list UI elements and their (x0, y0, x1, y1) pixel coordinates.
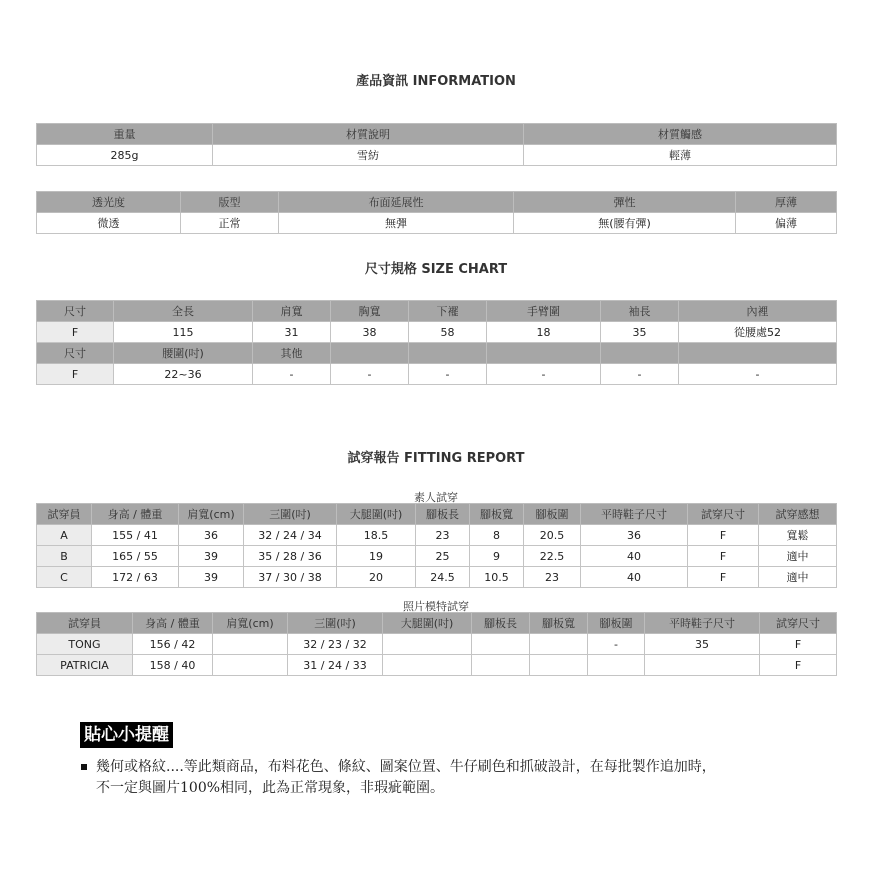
header-cell: 腳板長 (416, 504, 470, 525)
value-cell: F (760, 655, 837, 676)
value-cell: 23 (524, 567, 581, 588)
value-cell: 正常 (181, 213, 279, 234)
value-cell: - (679, 364, 837, 385)
value-cell: 38 (331, 322, 409, 343)
value-cell: 36 (179, 525, 244, 546)
value-cell: 156 / 42 (133, 634, 213, 655)
value-cell: - (409, 364, 487, 385)
header-cell: 厚薄 (736, 192, 837, 213)
information-title: 產品資訊 INFORMATION (356, 74, 516, 89)
notice-line (80, 778, 820, 799)
notice-text: 不一定與圖片100%相同，此為正常現象，非瑕疵範圍。 (96, 780, 445, 796)
value-cell: 35 (645, 634, 760, 655)
header-cell: 布面延展性 (279, 192, 514, 213)
value-cell: 31 / 24 / 33 (288, 655, 383, 676)
value-cell: 40 (581, 546, 688, 567)
header-cell: 其他 (253, 343, 331, 364)
value-cell: 18 (487, 322, 601, 343)
value-cell: 37 / 30 / 38 (244, 567, 337, 588)
header-cell: 尺寸 (37, 343, 114, 364)
header-cell: 手臂圍 (487, 301, 601, 322)
value-cell: 8 (470, 525, 524, 546)
value-cell: 19 (337, 546, 416, 567)
value-cell: - (588, 634, 645, 655)
value-cell: 適中 (759, 546, 837, 567)
header-cell: 全長 (114, 301, 253, 322)
value-cell: 172 / 63 (92, 567, 179, 588)
value-cell: 輕薄 (524, 145, 837, 166)
value-cell: 158 / 40 (133, 655, 213, 676)
header-cell: 腳板寬 (470, 504, 524, 525)
header-cell: 試穿尺寸 (688, 504, 759, 525)
tester-cell: B (37, 546, 92, 567)
value-cell: 雪紡 (213, 145, 524, 166)
value-cell (213, 655, 288, 676)
value-cell: 155 / 41 (92, 525, 179, 546)
value-cell: 32 / 23 / 32 (288, 634, 383, 655)
value-cell: 39 (179, 546, 244, 567)
header-cell: 內裡 (679, 301, 837, 322)
amateur-header-row (37, 504, 837, 525)
material-table (36, 123, 837, 166)
header-cell (601, 343, 679, 364)
tester-cell: PATRICIA (37, 655, 133, 676)
header-cell: 材質說明 (213, 124, 524, 145)
notice-title: 貼心小提醒 (80, 722, 173, 748)
value-cell (383, 634, 472, 655)
table-row (37, 634, 837, 655)
model-fitting-caption: 照片模特試穿 (403, 600, 469, 613)
value-cell: - (331, 364, 409, 385)
value-cell: 115 (114, 322, 253, 343)
value-cell: 285g (37, 145, 213, 166)
header-cell (331, 343, 409, 364)
header-cell: 材質觸感 (524, 124, 837, 145)
table-row (37, 655, 837, 676)
value-cell: 25 (416, 546, 470, 567)
value-cell: 寬鬆 (759, 525, 837, 546)
value-cell (645, 655, 760, 676)
header-cell: 試穿員 (37, 504, 92, 525)
value-cell: 微透 (37, 213, 181, 234)
value-cell: 35 / 28 / 36 (244, 546, 337, 567)
value-cell: 58 (409, 322, 487, 343)
value-cell: 22.5 (524, 546, 581, 567)
value-cell: 20.5 (524, 525, 581, 546)
value-cell (472, 634, 530, 655)
amateur-fitting-caption: 素人試穿 (414, 491, 458, 504)
header-cell: 大腿圍(吋) (337, 504, 416, 525)
bullet-square-icon (81, 764, 87, 770)
header-cell: 大腿圍(吋) (383, 613, 472, 634)
header-cell: 肩寬 (253, 301, 331, 322)
value-cell: 無(腰有彈) (514, 213, 736, 234)
value-cell (213, 634, 288, 655)
material-value-row (37, 145, 837, 166)
header-cell: 試穿尺寸 (760, 613, 837, 634)
value-cell: 無彈 (279, 213, 514, 234)
value-cell (530, 655, 588, 676)
header-cell: 胸寬 (331, 301, 409, 322)
value-cell: 39 (179, 567, 244, 588)
value-cell: 22~36 (114, 364, 253, 385)
value-cell: 9 (470, 546, 524, 567)
value-cell: F (688, 546, 759, 567)
header-cell: 版型 (181, 192, 279, 213)
value-cell (588, 655, 645, 676)
size-label-cell: F (37, 364, 114, 385)
size-chart-title: 尺寸規格 SIZE CHART (364, 262, 508, 277)
header-cell: 試穿員 (37, 613, 133, 634)
value-cell: 18.5 (337, 525, 416, 546)
header-cell: 身高 / 體重 (133, 613, 213, 634)
header-cell: 尺寸 (37, 301, 114, 322)
notice-line (80, 757, 820, 778)
header-cell: 腰圍(吋) (114, 343, 253, 364)
value-cell: F (688, 567, 759, 588)
size-header-row (37, 301, 837, 322)
value-cell: 40 (581, 567, 688, 588)
header-cell (487, 343, 601, 364)
header-cell: 身高 / 體重 (92, 504, 179, 525)
tester-cell: C (37, 567, 92, 588)
header-cell: 肩寬(cm) (213, 613, 288, 634)
value-cell: 32 / 24 / 34 (244, 525, 337, 546)
header-cell: 袖長 (601, 301, 679, 322)
fabric-value-row (37, 213, 837, 234)
header-cell: 三圍(吋) (288, 613, 383, 634)
header-cell: 下襬 (409, 301, 487, 322)
header-cell: 試穿感想 (759, 504, 837, 525)
tester-cell: A (37, 525, 92, 546)
value-cell: F (760, 634, 837, 655)
fitting-report-title: 試穿報告 FITTING REPORT (347, 451, 525, 466)
value-cell: 165 / 55 (92, 546, 179, 567)
model-header-row (37, 613, 837, 634)
value-cell (383, 655, 472, 676)
header-cell: 彈性 (514, 192, 736, 213)
value-cell (530, 634, 588, 655)
value-cell: - (487, 364, 601, 385)
amateur-fitting-table (36, 503, 837, 588)
header-cell: 腳板圍 (524, 504, 581, 525)
size-value-row (37, 364, 837, 385)
size-value-row (37, 322, 837, 343)
fabric-header-row (37, 192, 837, 213)
size-label-cell: F (37, 322, 114, 343)
notice-text: 幾何或格紋....等此類商品，布料花色、條紋、圖案位置、牛仔刷色和抓破設計，在每批製作追加時， (96, 759, 716, 775)
model-fitting-table (36, 612, 837, 676)
size-header-row (37, 343, 837, 364)
value-cell: 24.5 (416, 567, 470, 588)
header-cell (679, 343, 837, 364)
value-cell: 23 (416, 525, 470, 546)
tester-cell: TONG (37, 634, 133, 655)
header-cell (409, 343, 487, 364)
value-cell: 20 (337, 567, 416, 588)
fabric-table (36, 191, 837, 234)
value-cell: 31 (253, 322, 331, 343)
size-table (36, 300, 837, 385)
table-row (37, 525, 837, 546)
table-row (37, 567, 837, 588)
value-cell: F (688, 525, 759, 546)
header-cell: 腳板長 (472, 613, 530, 634)
value-cell: 從腰處52 (679, 322, 837, 343)
header-cell: 重量 (37, 124, 213, 145)
value-cell: 10.5 (470, 567, 524, 588)
header-cell: 腳板寬 (530, 613, 588, 634)
header-cell: 平時鞋子尺寸 (581, 504, 688, 525)
value-cell: 36 (581, 525, 688, 546)
value-cell (472, 655, 530, 676)
header-cell: 三圍(吋) (244, 504, 337, 525)
value-cell: 35 (601, 322, 679, 343)
value-cell: - (601, 364, 679, 385)
header-cell: 透光度 (37, 192, 181, 213)
header-cell: 肩寬(cm) (179, 504, 244, 525)
header-cell: 腳板圍 (588, 613, 645, 634)
value-cell: 適中 (759, 567, 837, 588)
notice-body (80, 757, 820, 799)
value-cell: - (253, 364, 331, 385)
table-row (37, 546, 837, 567)
material-header-row (37, 124, 837, 145)
value-cell: 偏薄 (736, 213, 837, 234)
header-cell: 平時鞋子尺寸 (645, 613, 760, 634)
